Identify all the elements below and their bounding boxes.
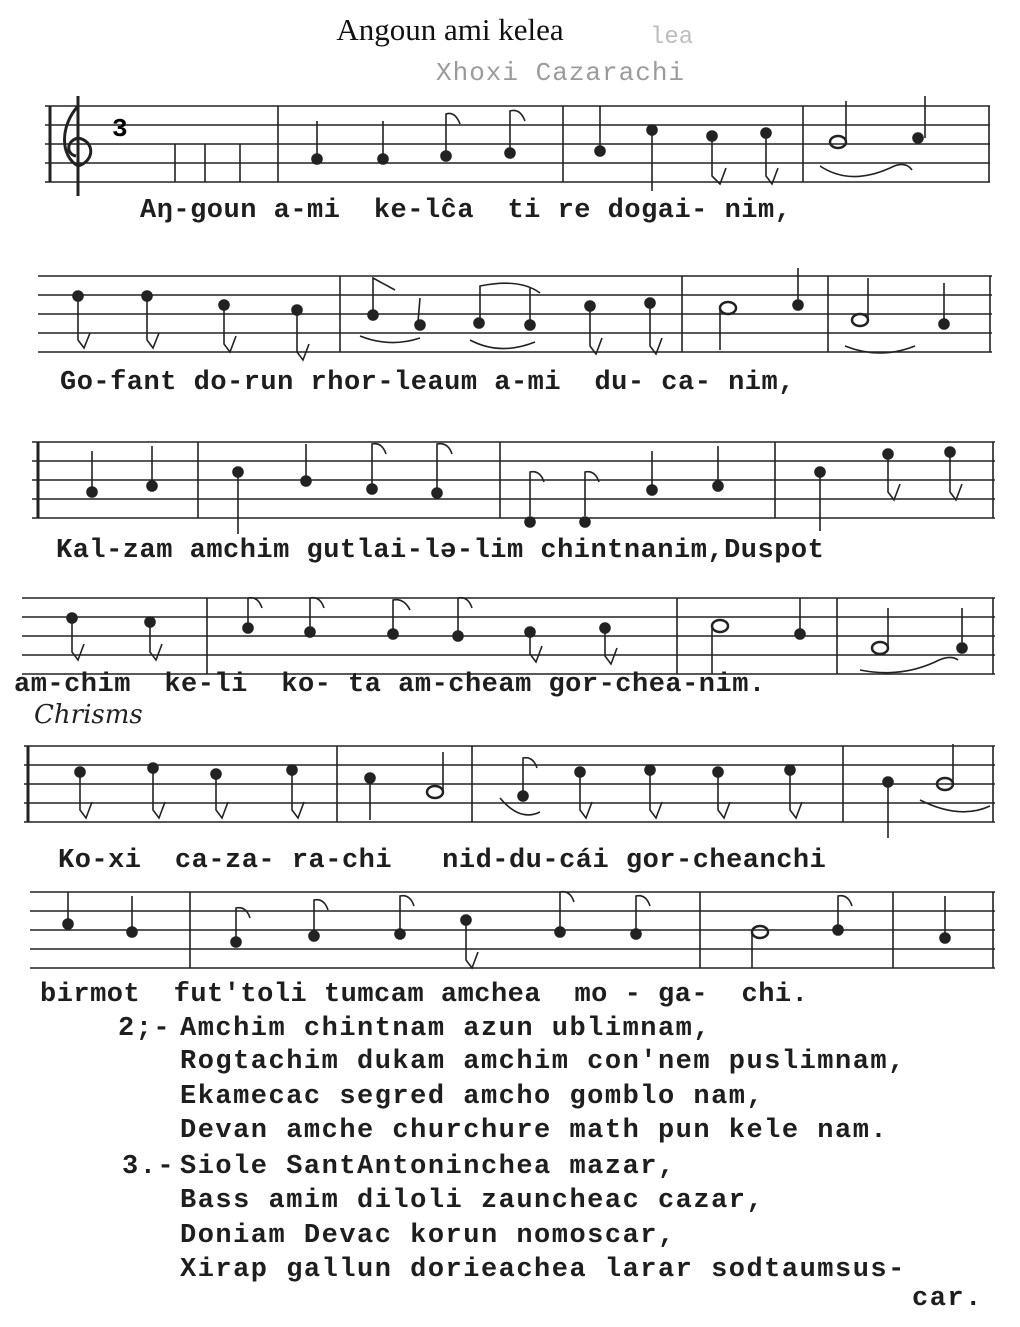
verse-2-line-3: Ekamecac segred amcho gomblo nam, [180,1082,765,1112]
lyric-line-3: Kal-zam amchim gutlai-lə-lim chintnanim,Duspot [56,536,825,566]
time-signature: 3 [112,114,128,144]
verse-2-line-2: Rogtachim dukam amchim con'nem puslimnam, [180,1047,906,1077]
faded-title-ghost: lea [650,24,694,51]
verse-2-line-4: Devan amche churchure math pun kele nam. [180,1116,889,1146]
lyric-line-1: Aŋ-goun a-mi ke-lĉa ti re dogai- nim, [140,196,792,226]
verse-3-number: 3.- [122,1152,176,1182]
notes-3 [87,444,962,534]
verse-2-line-1: Amchim chintnam azun ublimnam, [180,1014,712,1044]
verse-3-line-4: Xirap gallun dorieachea larar sodtaumsus- [180,1255,906,1285]
music-staff-5 [0,740,1020,840]
verse-3-line-2: Bass amim diloli zauncheac cazar, [180,1186,765,1216]
handwritten-signature: Chrisms [34,700,143,730]
lyric-line-4: am-chim ke-li ko- ta am-cheam gor-chea-nim. [14,670,766,700]
music-staff-6 [0,888,1020,988]
lyric-line-6: birmot fut'toli tumcam amchea mo - ga- chi. [40,980,809,1010]
verse-3-line-5: car. [912,1284,983,1314]
lyric-line-2: Go-fant do-run rhor-leaum a-mi du- ca- nim, [60,368,795,398]
verse-2-number: 2;- [118,1014,172,1044]
verse-3-line-3: Doniam Devac korun nomoscar, [180,1221,676,1251]
music-staff-1 [0,96,1020,206]
song-title: Angoun ami kelea [336,12,564,47]
author-stamp: Xhoxi Cazarachi [436,58,686,88]
notes-5 [75,744,990,838]
lyric-line-5: Ko-xi ca-za- ra-chi nid-du-cái gor-cheanchi [58,846,827,876]
music-staff-2 [0,268,1020,368]
music-staff-3 [0,436,1020,536]
verse-3-line-1: Siole SantAntoninchea mazar, [180,1152,676,1182]
treble-clef-icon [65,96,91,196]
